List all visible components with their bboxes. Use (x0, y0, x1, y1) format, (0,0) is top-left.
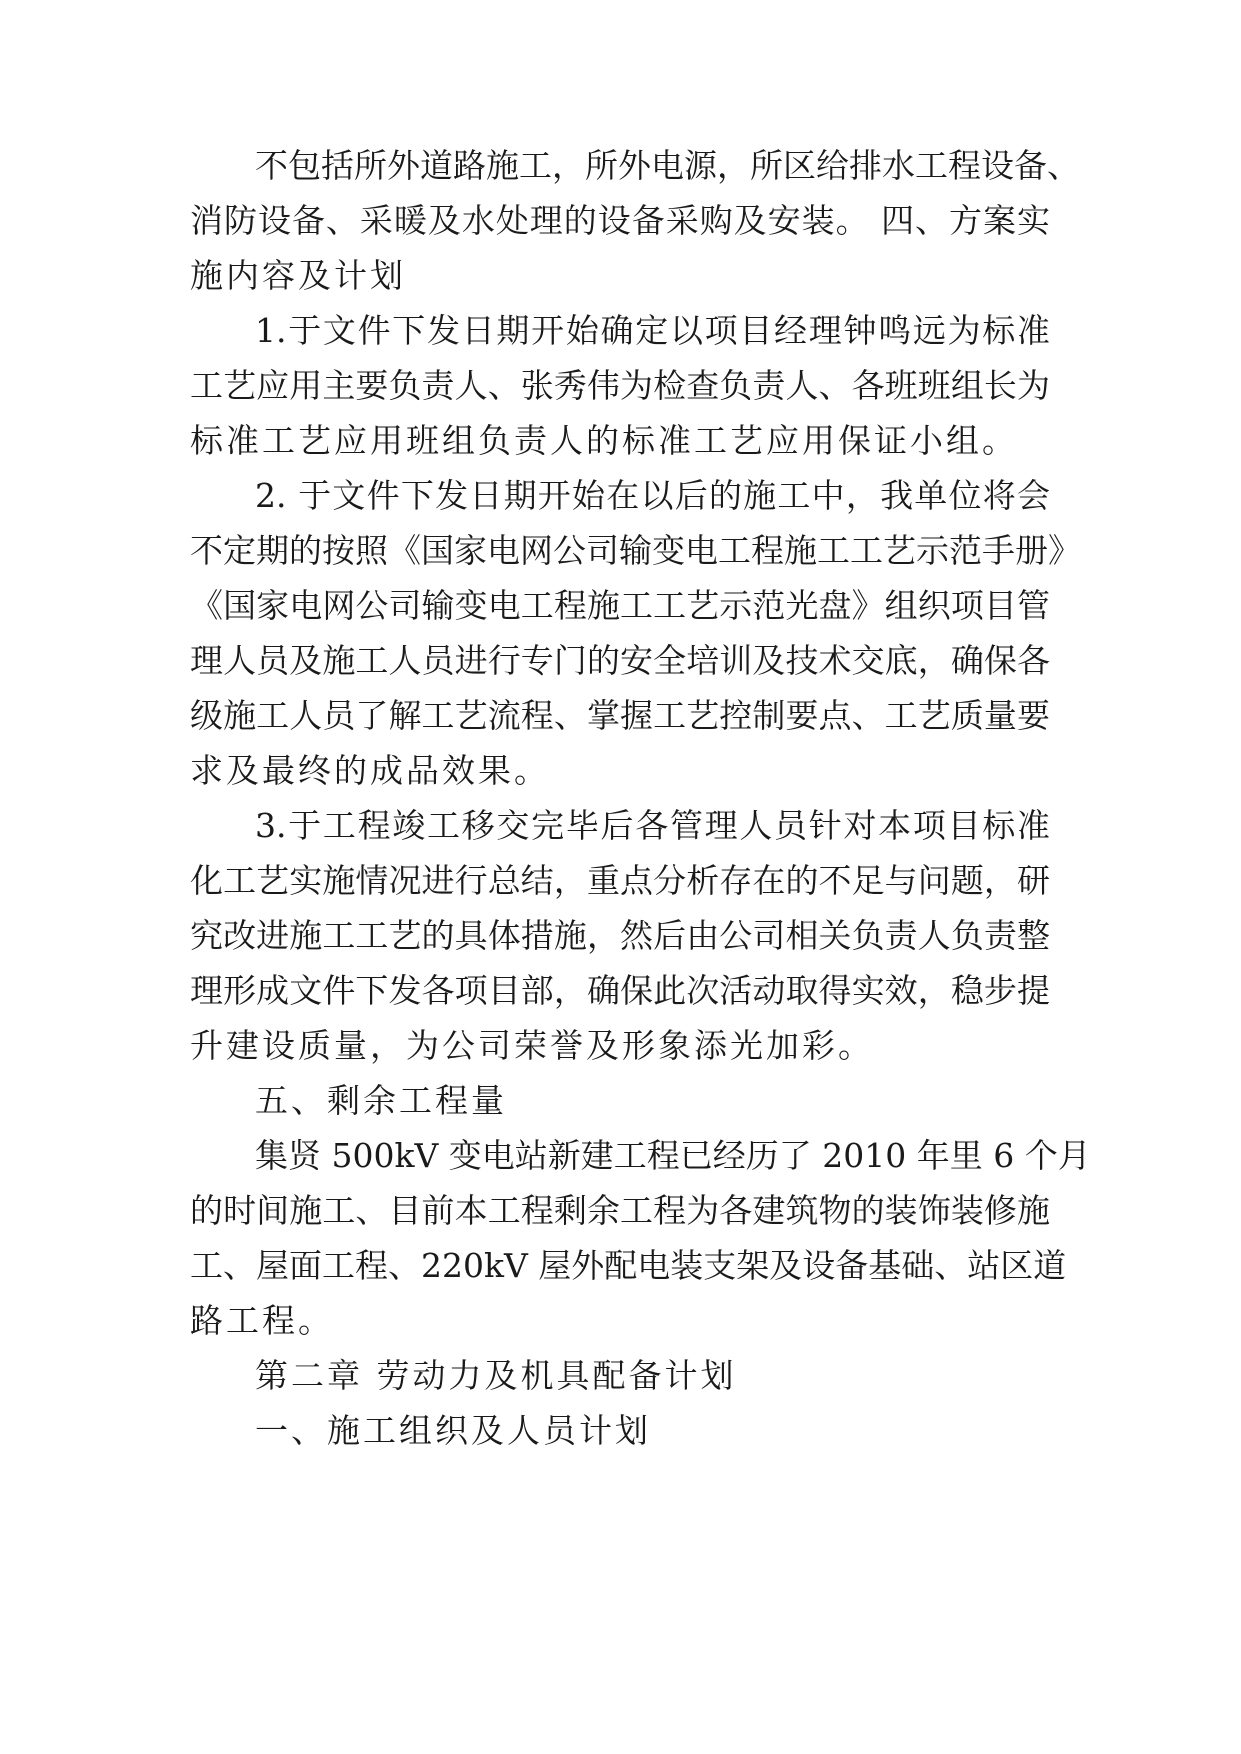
section-heading: 五、剩余工程量 (255, 1081, 507, 1120)
text-line: 级施工人员了解工艺流程、掌握工艺控制要点、工艺质量要 (190, 696, 1050, 735)
text-line: 升建设质量，为公司荣誉及形象添光加彩。 (190, 1026, 874, 1065)
text-line: 施内容及计划 (190, 256, 406, 295)
text-line: 的时间施工、目前本工程剩余工程为各建筑物的装饰装修施 (190, 1191, 1050, 1230)
text-line: 化工艺实施情况进行总结，重点分析存在的不足与问题，研 (190, 861, 1050, 900)
text-line: 不定期的按照《国家电网公司输变电工程施工工艺示范手册》 (190, 531, 1081, 570)
text-line: 3.于工程竣工移交完毕后各管理人员针对本项目标准 (255, 806, 1050, 845)
text-line: 工艺应用主要负责人、张秀伟为检查负责人、各班班组长为 (190, 366, 1050, 405)
text-line: 标准工艺应用班组负责人的标准工艺应用保证小组。 (190, 421, 1018, 460)
text-line: 集贤 500kV 变电站新建工程已经历了 2010 年里 6 个月 (255, 1136, 1091, 1175)
text-line: 求及最终的成品效果。 (190, 751, 550, 790)
text-line: 《国家电网公司输变电工程施工工艺示范光盘》组织项目管 (190, 586, 1050, 625)
text-line: 工、屋面工程、220kV 屋外配电装支架及设备基础、站区道 (190, 1246, 1067, 1285)
text-line: 路工程。 (190, 1301, 334, 1340)
text-line: 究改进施工工艺的具体措施，然后由公司相关负责人负责整 (190, 916, 1050, 955)
text-line: 消防设备、采暖及水处理的设备采购及安装。 四、方案实 (190, 201, 1050, 240)
text-line: 2. 于文件下发日期开始在以后的施工中，我单位将会 (255, 476, 1050, 515)
text-line: 1.于文件下发日期开始确定以项目经理钟鸣远为标准 (255, 311, 1050, 350)
text-line: 不包括所外道路施工，所外电源，所区给排水工程设备、 (255, 146, 1080, 185)
chapter-heading: 第二章 劳动力及机具配备计划 (255, 1356, 737, 1395)
text-line: 理人员及施工人员进行专门的安全培训及技术交底，确保各 (190, 641, 1050, 680)
text-line: 理形成文件下发各项目部，确保此次活动取得实效，稳步提 (190, 971, 1050, 1010)
section-heading: 一、施工组织及人员计划 (255, 1411, 651, 1450)
